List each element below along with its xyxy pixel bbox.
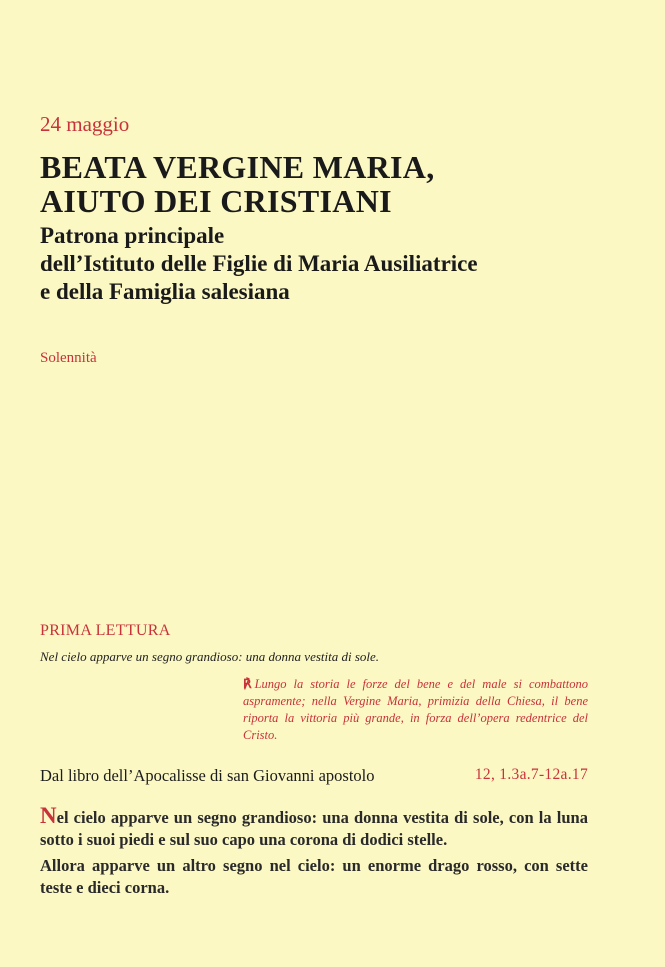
feast-title [40, 150, 435, 218]
feast-subtitle [40, 222, 478, 306]
drop-cap: N [40, 803, 57, 828]
reading-heading: PRIMA LETTURA [40, 622, 171, 639]
feast-date: 24 maggio [40, 112, 130, 136]
reading-subheading: Nel cielo apparve un segno grandioso: una donna vestita di sole. [40, 649, 380, 664]
feast-subtitle-line: dell’Istituto delle Figlie di Maria Ausiliatrice [40, 251, 478, 276]
paragraph-text: el cielo apparve un segno grandioso: una donna vestita di sole, con la luna sotto i suoi piedi e sul suo capo una corona di dodici stelle. [40, 808, 588, 849]
source-title: Dal libro dell’Apocalisse di san Giovanni apostolo [40, 766, 375, 785]
feast-subtitle-line: e della Famiglia salesiana [40, 279, 290, 304]
feast-subtitle-line: Patrona principale [40, 223, 225, 248]
source-reference: 12, 1.3a.7-12a.17 [474, 766, 588, 783]
reading-introduction-text: Lungo la storia le forze del bene e del male si combattono aspramente; nella Vergine Maria, primizia della Chiesa, il bene riporta la vittoria più grande, in forza dell’opera redentrice del Cristo. [243, 677, 588, 742]
reading-introduction [243, 676, 588, 744]
feast-title-line: BEATA VERGINE MARIA, [40, 149, 435, 185]
response-mark-icon: ℟ [243, 677, 252, 691]
liturgical-rank: Solennità [40, 350, 97, 366]
feast-title-line: AIUTO DEI CRISTIANI [40, 183, 392, 219]
reading-paragraph: Allora apparve un altro segno nel cielo: un enorme drago rosso, con sette teste e dieci corna. [40, 856, 588, 897]
reading-paragraph [40, 805, 588, 851]
